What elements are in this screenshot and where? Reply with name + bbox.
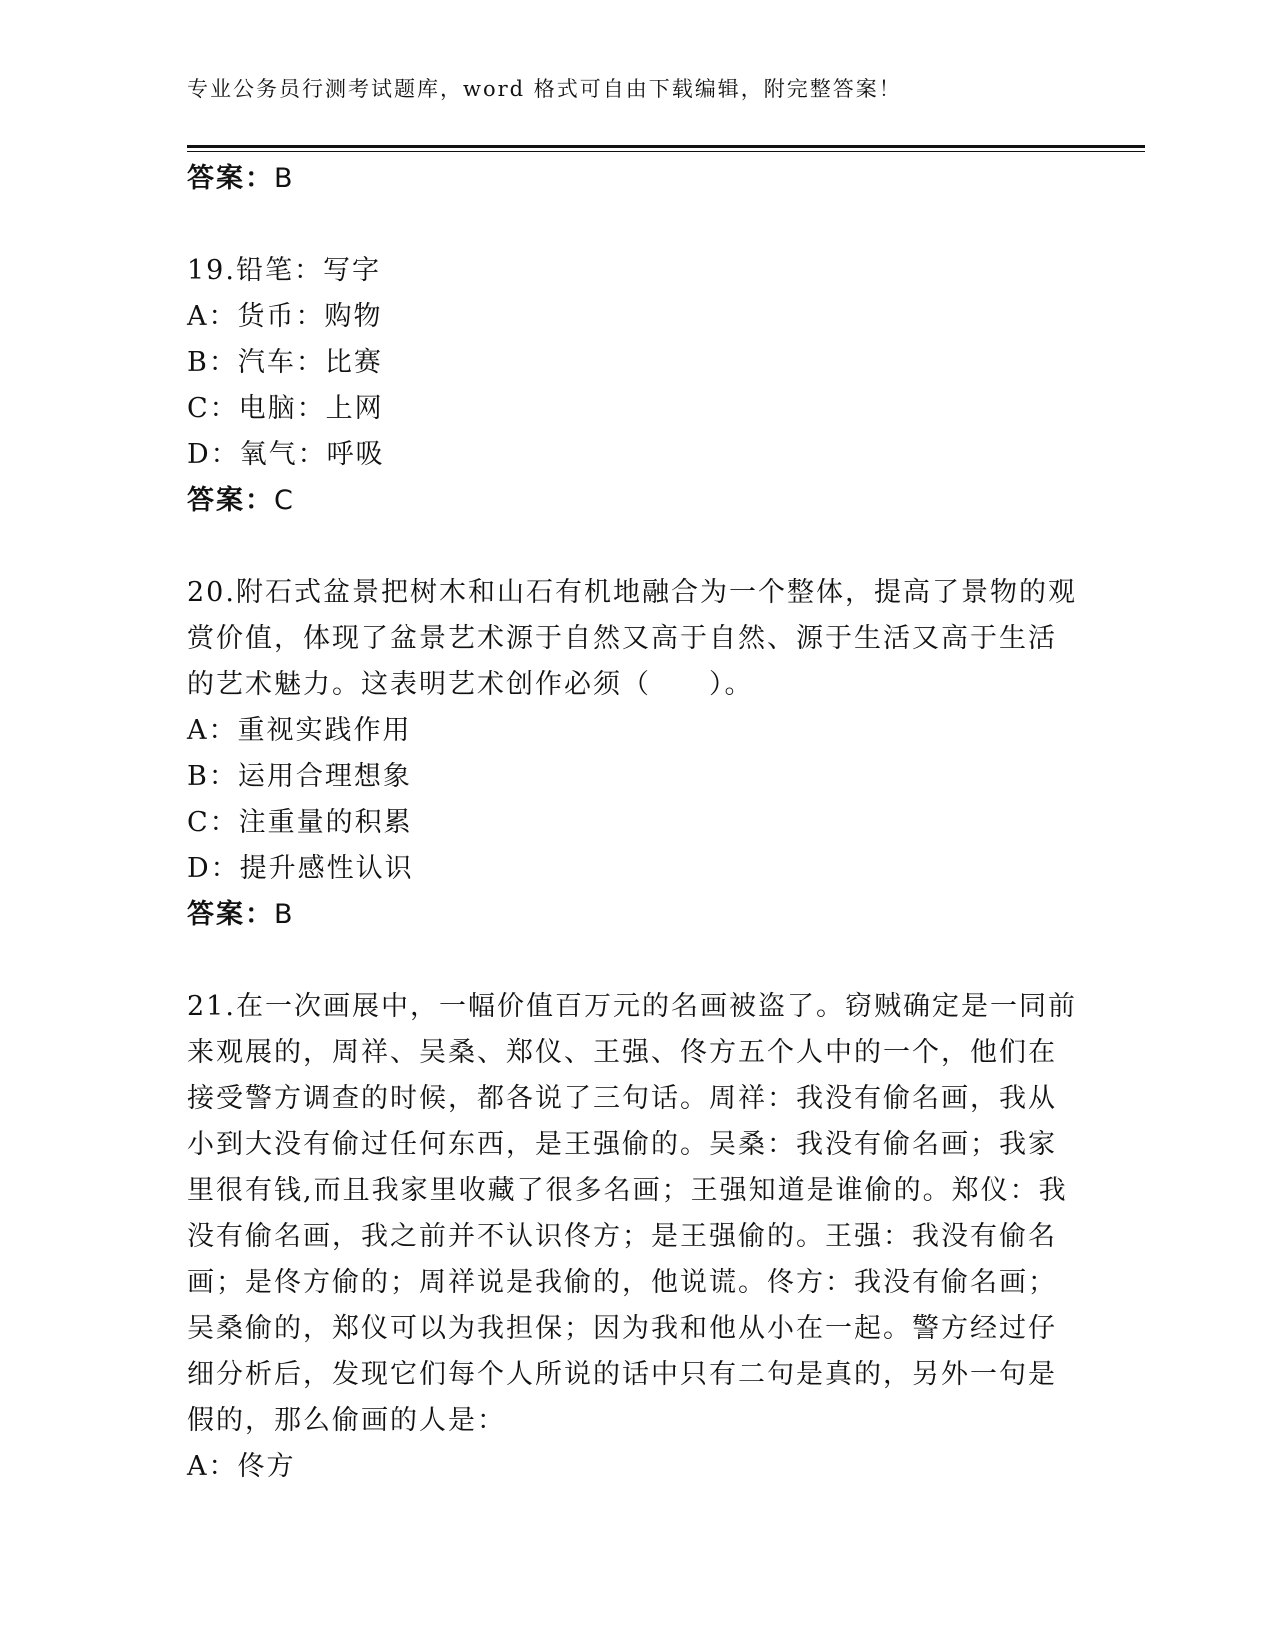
answer-line xyxy=(187,156,1087,202)
question-stem-line: 来观展的，周祥、吴桑、郑仪、王强、佟方五个人中的一个，他们在 xyxy=(187,1037,1057,1068)
answer-line xyxy=(187,892,1087,938)
question-stem-line: 里很有钱,而且我家里收藏了很多名画；王强知道是谁偷的。郑仪：我 xyxy=(187,1175,1068,1206)
option-a: A：重视实践作用 xyxy=(187,715,412,746)
answer-value: C xyxy=(274,485,295,516)
question-stem-line: 接受警方调查的时候，都各说了三句话。周祥：我没有偷名画，我从 xyxy=(187,1083,1057,1114)
option-c: C：电脑：上网 xyxy=(187,393,384,424)
option-b: B：汽车：比赛 xyxy=(187,347,383,378)
option-a: A：佟方 xyxy=(187,1451,296,1482)
question-stem-line: 吴桑偷的，郑仪可以为我担保；因为我和他从小在一起。警方经过仔 xyxy=(187,1313,1057,1344)
answer-label: 答案： xyxy=(187,485,274,516)
option-d: D：氧气：呼吸 xyxy=(187,439,385,470)
answer-label: 答案： xyxy=(187,899,274,930)
question-stem-line: 细分析后，发现它们每个人所说的话中只有二句是真的，另外一句是 xyxy=(187,1359,1057,1390)
question-stem-line: 小到大没有偷过任何东西，是王强偷的。吴桑：我没有偷名画；我家 xyxy=(187,1129,1057,1160)
content-body xyxy=(187,156,1087,1490)
question-stem-line: 的艺术魅力。这表明艺术创作必须（ ）。 xyxy=(187,669,754,700)
question-stem-line: 没有偷名画，我之前并不认识佟方；是王强偷的。王强：我没有偷名 xyxy=(187,1221,1057,1252)
answer-label: 答案： xyxy=(187,163,274,194)
option-c: C：注重量的积累 xyxy=(187,807,413,838)
header-rule-thick xyxy=(187,145,1145,148)
question-stem-line: 21.在一次画展中，一幅价值百万元的名画被盗了。窃贼确定是一同前 xyxy=(187,991,1077,1022)
spacer xyxy=(187,938,1087,984)
question-stem-line: 20.附石式盆景把树木和山石有机地融合为一个整体，提高了景物的观 xyxy=(187,577,1077,608)
question-stem-line: 19.铅笔：写字 xyxy=(187,255,381,286)
answer-value: B xyxy=(274,899,295,930)
question-stem-line: 赏价值，体现了盆景艺术源于自然又高于自然、源于生活又高于生活 xyxy=(187,623,1057,654)
option-d: D：提升感性认识 xyxy=(187,853,414,884)
spacer xyxy=(187,524,1087,570)
answer-line xyxy=(187,478,1087,524)
page-header: 专业公务员行测考试题库，word 格式可自由下载编辑，附完整答案！ xyxy=(187,77,902,101)
option-a: A：货币：购物 xyxy=(187,301,383,332)
spacer xyxy=(187,202,1087,248)
question-stem-line: 画；是佟方偷的；周祥说是我偷的，他说谎。佟方：我没有偷名画； xyxy=(187,1267,1057,1298)
option-b: B：运用合理想象 xyxy=(187,761,412,792)
header-rule-thin xyxy=(187,151,1145,152)
answer-value: B xyxy=(274,163,295,194)
question-stem-line: 假的，那么偷画的人是： xyxy=(187,1405,506,1436)
